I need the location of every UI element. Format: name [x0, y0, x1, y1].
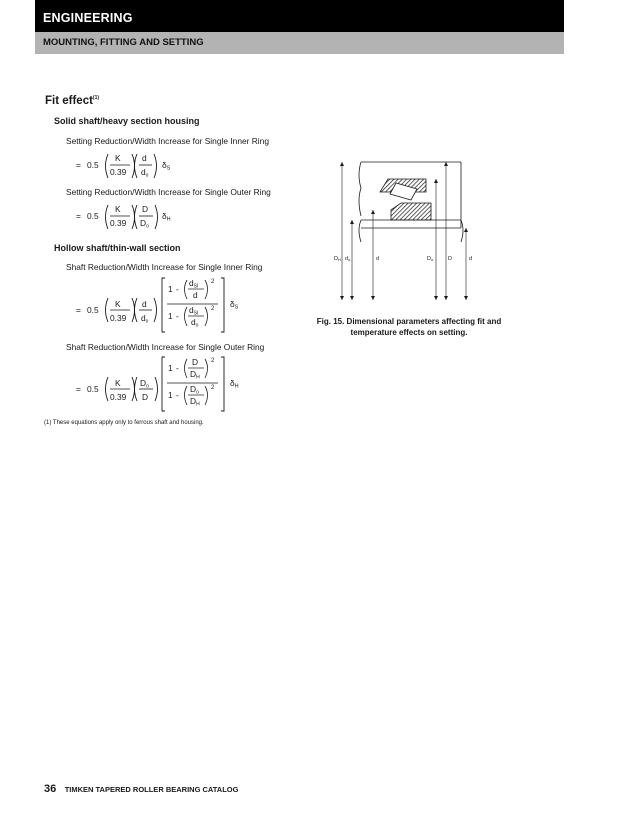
- equation-solid-outer: [70, 199, 210, 235]
- svg-text:D: D: [448, 256, 452, 262]
- hollow-inner-caption: Shaft Reduction/Width Increase for Single Inner Ring: [66, 262, 263, 272]
- svg-text:-: -: [176, 311, 179, 321]
- equation-solid-inner: [70, 148, 210, 184]
- equation-hollow-inner: [70, 274, 260, 336]
- svg-text:-: -: [176, 390, 179, 400]
- svg-text:do: do: [191, 317, 199, 329]
- svg-text:0.39: 0.39: [110, 392, 127, 402]
- solid-inner-caption: Setting Reduction/Width Increase for Single Inner Ring: [66, 136, 269, 146]
- svg-text:1: 1: [168, 390, 173, 400]
- svg-text:K: K: [115, 378, 121, 388]
- svg-text:D: D: [192, 357, 199, 367]
- svg-text:0.5: 0.5: [87, 305, 99, 315]
- bearing-dimension-figure: [325, 150, 505, 310]
- svg-text:δH: δH: [162, 211, 171, 223]
- svg-text:=: =: [76, 160, 81, 170]
- svg-text:=: =: [76, 211, 81, 221]
- svg-text:0.39: 0.39: [110, 313, 127, 323]
- svg-text:D: D: [142, 204, 149, 214]
- solid-outer-caption: Setting Reduction/Width Increase for Single Outer Ring: [66, 187, 271, 197]
- svg-text:d: d: [193, 290, 198, 300]
- header-title: ENGINEERING: [43, 11, 133, 25]
- svg-text:K: K: [115, 299, 121, 309]
- svg-text:δS: δS: [230, 299, 239, 311]
- svg-text:d: d: [376, 256, 380, 262]
- footer: [44, 779, 238, 797]
- svg-text:δS: δS: [162, 160, 171, 172]
- svg-text:2: 2: [211, 358, 215, 364]
- svg-text:d: d: [142, 153, 147, 163]
- svg-text:2: 2: [211, 306, 215, 312]
- svg-text:DH: DH: [190, 369, 200, 381]
- svg-text:0.39: 0.39: [110, 167, 127, 177]
- header-subtitle: MOUNTING, FITTING AND SETTING: [43, 37, 204, 48]
- svg-text:0.39: 0.39: [110, 218, 127, 228]
- svg-text:do: do: [345, 256, 351, 262]
- svg-text:=: =: [76, 305, 81, 315]
- svg-text:dSI: dSI: [189, 305, 199, 317]
- svg-text:dSI: dSI: [189, 278, 199, 290]
- svg-text:D: D: [142, 392, 149, 402]
- svg-text:0.5: 0.5: [87, 211, 99, 221]
- svg-text:d: d: [469, 256, 473, 262]
- subheader-bar: [35, 32, 564, 54]
- svg-text:K: K: [115, 204, 121, 214]
- svg-text:-: -: [176, 363, 179, 373]
- svg-text:Do: Do: [190, 384, 199, 396]
- svg-text:2: 2: [211, 385, 215, 391]
- solid-heading: Solid shaft/heavy section housing: [54, 116, 200, 126]
- svg-text:do: do: [141, 313, 149, 325]
- equation-hollow-outer: [70, 353, 260, 415]
- svg-text:Do: Do: [140, 378, 149, 390]
- svg-text:d: d: [142, 299, 147, 309]
- svg-text:δH: δH: [230, 378, 239, 390]
- svg-text:-: -: [176, 284, 179, 294]
- svg-text:1: 1: [168, 311, 173, 321]
- header-bar: [35, 0, 564, 32]
- page-number: 36: [44, 783, 57, 795]
- svg-text:0.5: 0.5: [87, 160, 99, 170]
- svg-text:1: 1: [168, 363, 173, 373]
- svg-text:do: do: [141, 167, 149, 179]
- section-title: Fit effect$^{(1)}$: [45, 95, 100, 107]
- svg-text:1: 1: [168, 284, 173, 294]
- svg-text:Do: Do: [140, 218, 149, 230]
- svg-text:2: 2: [211, 279, 215, 285]
- svg-text:=: =: [76, 384, 81, 394]
- catalog-title: TIMKEN TAPERED ROLLER BEARING CATALOG: [64, 785, 239, 794]
- svg-text:Do: Do: [427, 256, 434, 262]
- svg-text:DH: DH: [334, 256, 341, 262]
- svg-text:0.5: 0.5: [87, 384, 99, 394]
- svg-text:K: K: [115, 153, 121, 163]
- figure-caption: Fig. 15. Dimensional parameters affecting fit and temperature effects on setting.: [316, 317, 502, 337]
- footnote: (1) These equations apply only to ferrous shaft and housing.: [44, 420, 204, 426]
- svg-text:DH: DH: [190, 396, 200, 408]
- hollow-heading: Hollow shaft/thin-wall section: [54, 243, 181, 253]
- hollow-outer-caption: Shaft Reduction/Width Increase for Single Outer Ring: [66, 342, 265, 352]
